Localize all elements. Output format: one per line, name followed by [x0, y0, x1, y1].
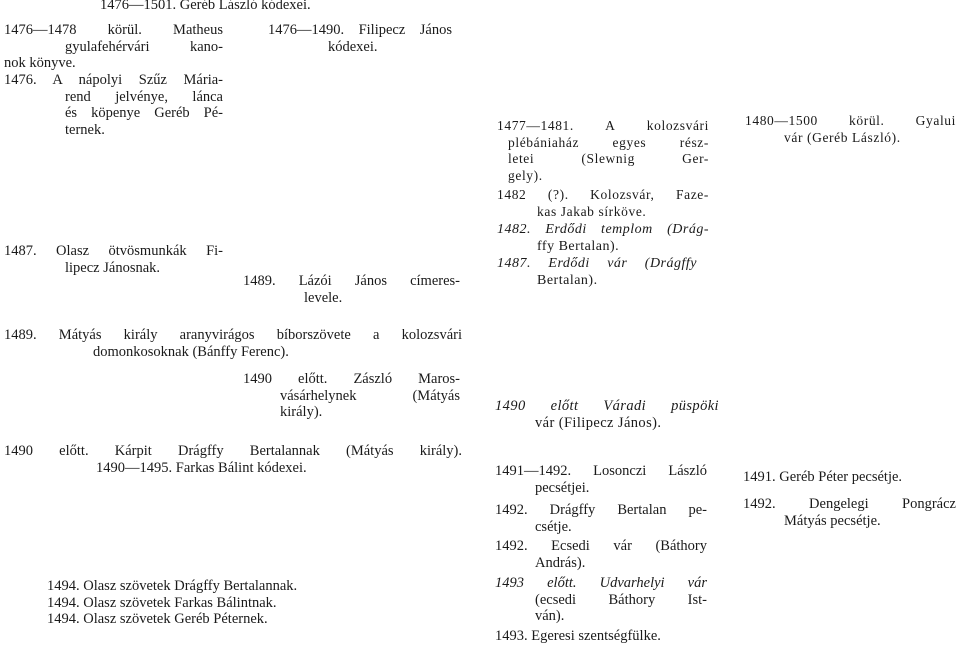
entry-filipecz-kodexei: 1476—1490. Filipecz János kódexei.: [268, 22, 452, 55]
entry-napolyi-szuz-maria: 1476. A nápolyi Szűz Mária- rend jelvénye, lánca és köpenye Geréb Pé- ternek.: [4, 72, 223, 138]
list-item: 1494. Olasz szövetek Drágffy Bertalannak.: [47, 578, 298, 594]
entry-geréb-kodexei: 1476—1501. Geréb László kódexei.: [100, 0, 311, 13]
entry-erdodi-templom: 1482. Erdődi templom (Drág- ffy Bertalan).: [497, 222, 709, 254]
entry-matheus: 1476—1478 körül. Matheus gyulafehérvári kano- nok könyve.: [4, 22, 223, 72]
entry-olasz-otvosmunkak: 1487. Olasz ötvösmunkák Fi- lipecz Jánosnak.: [4, 243, 223, 276]
entry-zaszlo-marosvasarhely: 1490 előtt. Zászló Maros- vásárhelynek (Mátyás király).: [243, 371, 460, 421]
entry-farkas-balint-kodexei: 1490—1495. Farkas Bálint kódexei.: [96, 460, 307, 476]
entry-lazoi-cimereslevele: 1489. Lázói János címeres- levele.: [243, 273, 460, 306]
entry-fazekas-jakab-sirkove: 1482 (?). Kolozsvár, Faze- kas Jakab sírköve.: [497, 187, 709, 219]
list-item: 1494. Olasz szövetek Geréb Péternek.: [47, 611, 268, 628]
entry-matyas-biborszovete: 1489. Mátyás király aranyvirágos bíborszövete a kolozsvári domonkosoknak (Bánffy Ferenc).: [4, 327, 462, 360]
list-item: 1494. Olasz szövetek Farkas Bálintnak.: [47, 594, 277, 611]
entry-karpit-dragffy: 1490 előtt. Kárpit Drágffy Bertalannak (Mátyás király).: [4, 443, 462, 459]
entry-gyalui-var: 1480—1500 körül. Gyalui vár (Geréb László).: [745, 113, 956, 145]
entry-dragffy-pecsetje: 1492. Drágffy Bertalan pe- csétje.: [495, 502, 707, 535]
entry-ecsedi-var: 1492. Ecsedi vár (Báthory András).: [495, 538, 707, 571]
entry-gereb-peter-pecsetje: 1491. Geréb Péter pecsétje.: [743, 469, 903, 485]
entry-erdodi-var: 1487. Erdődi vár (Drágffy Bertalan).: [497, 256, 697, 288]
entry-losonczi-pecsetjei: 1491—1492. Losonczi László pecsétjei.: [495, 463, 707, 496]
entry-dengelegi-pecsetje: 1492. Dengelegi Pongrácz Mátyás pecsétje.: [743, 496, 956, 529]
entry-kolozsvari-plebaniahaz: 1477—1481. A kolozsvári plébániaház egyes rész- letei (Slewnig Ger- gely).: [497, 118, 709, 183]
entry-varadi-puspoki-var: 1490 előtt Váradi püspöki vár (Filipecz János).: [495, 398, 719, 431]
entry-egeresi-szentsegfulke: 1493. Egeresi szentségfülke.: [495, 628, 661, 644]
entry-olasz-szovetek-list: [47, 578, 397, 628]
entry-udvarhelyi-var: 1493 előtt. Udvarhelyi vár (ecsedi Báthory Ist- ván).: [495, 575, 707, 625]
